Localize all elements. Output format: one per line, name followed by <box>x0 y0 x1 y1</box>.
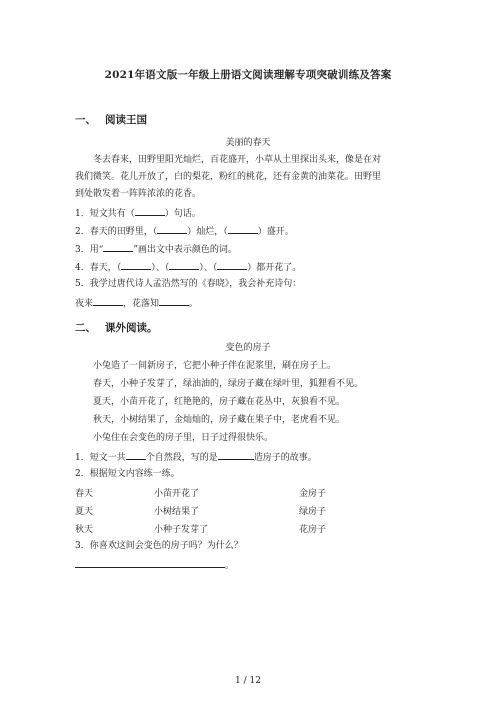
match-season[interactable]: 春天 <box>75 489 94 499</box>
story-2-paragraph: 小兔造了一间新房子，它把小种子伴在泥浆里，刷在房子上。 <box>93 361 337 371</box>
question-1-1: 1．短文共有（ ）句话。 <box>75 206 201 220</box>
answer-blank[interactable] <box>135 206 165 216</box>
answer-blank[interactable] <box>126 450 146 460</box>
answer-blank[interactable] <box>169 260 199 270</box>
story-1-paragraph-line: 冬去春来，田野里阳光灿烂，百花盛开，小草从土里探出头来，像是在对 <box>93 155 382 165</box>
underline-sample <box>103 242 133 252</box>
story-1-paragraph-line: 我们微笑。花儿开放了，白的梨花，粉红的桃花，还有金黄的油菜花。田野里 <box>75 172 382 182</box>
question-1-2: 2．春天的田野里，（ ）灿烂，（ ）盛开。 <box>75 224 294 238</box>
answer-blank[interactable] <box>121 260 151 270</box>
story-2-paragraph: 夏天，小苗开花了，红艳艳的，房子藏在花丛中，灰狼看不见。 <box>93 397 346 407</box>
question-2-2: 2．根据短文内容练一练。 <box>75 469 180 479</box>
story-2-title: 变色的房子 <box>225 343 271 353</box>
section-2-number: 二、 <box>75 322 96 334</box>
question-1-5-poem-line: 夜来 ，花落知 。 <box>75 296 198 310</box>
section-1-title: 阅读王国 <box>105 114 147 126</box>
match-house[interactable]: 花房子 <box>299 525 327 535</box>
match-house[interactable]: 绿房子 <box>299 507 327 517</box>
story-2-paragraph: 秋天，小树结果了，金灿灿的，房子藏在果子中，老虎看不见。 <box>93 415 346 425</box>
match-season[interactable]: 夏天 <box>75 507 94 517</box>
document-title: 2021年语文版一年级上册语文阅读理解专项突破训练及答案 <box>104 69 392 81</box>
answer-blank[interactable] <box>217 260 247 270</box>
match-event[interactable]: 小树结果了 <box>154 507 200 517</box>
story-2-paragraph: 春天，小种子发芽了，绿油油的，绿房子藏在绿叶里，狐狸看不见。 <box>93 379 364 389</box>
question-2-3-answer-line: 。 <box>75 558 234 572</box>
answer-blank[interactable] <box>75 558 225 568</box>
section-1-number: 一、 <box>75 114 96 126</box>
section-2-title: 课外阅读。 <box>105 322 158 334</box>
page-number: 1 / 12 <box>235 676 261 686</box>
answer-blank[interactable] <box>93 296 123 306</box>
match-event[interactable]: 小种子发芽了 <box>154 525 209 535</box>
story-1-paragraph-line: 到处散发着一阵阵浓浓的花香。 <box>75 189 202 199</box>
answer-blank[interactable] <box>159 296 189 306</box>
question-1-3: 3．用“ ”画出文中表示颜色的词。 <box>75 242 237 256</box>
question-2-1: 1．短文一共 个自然段，写的是 造房子的故事。 <box>75 450 317 464</box>
answer-blank[interactable] <box>218 450 254 460</box>
answer-blank[interactable] <box>157 224 187 234</box>
section-2-heading <box>75 320 158 335</box>
section-1-heading <box>75 112 147 127</box>
match-event[interactable]: 小苗开花了 <box>154 489 200 499</box>
match-season[interactable]: 秋天 <box>75 525 94 535</box>
answer-blank[interactable] <box>228 224 258 234</box>
question-2-3: 3．你喜欢这间会变色的房子吗？为什么？ <box>75 541 243 551</box>
match-house[interactable]: 金房子 <box>299 489 327 499</box>
story-2-paragraph: 小兔住在会变色的房子里，日子过得很快乐。 <box>93 433 274 443</box>
story-1-title: 美丽的春天 <box>225 138 271 148</box>
question-1-5: 5．我学过唐代诗人孟浩然写的《春晓》，我会补充诗句： <box>75 279 302 289</box>
question-1-4: 4．春天，（ ）、（ ）、（ ）都开花了。 <box>75 260 301 274</box>
